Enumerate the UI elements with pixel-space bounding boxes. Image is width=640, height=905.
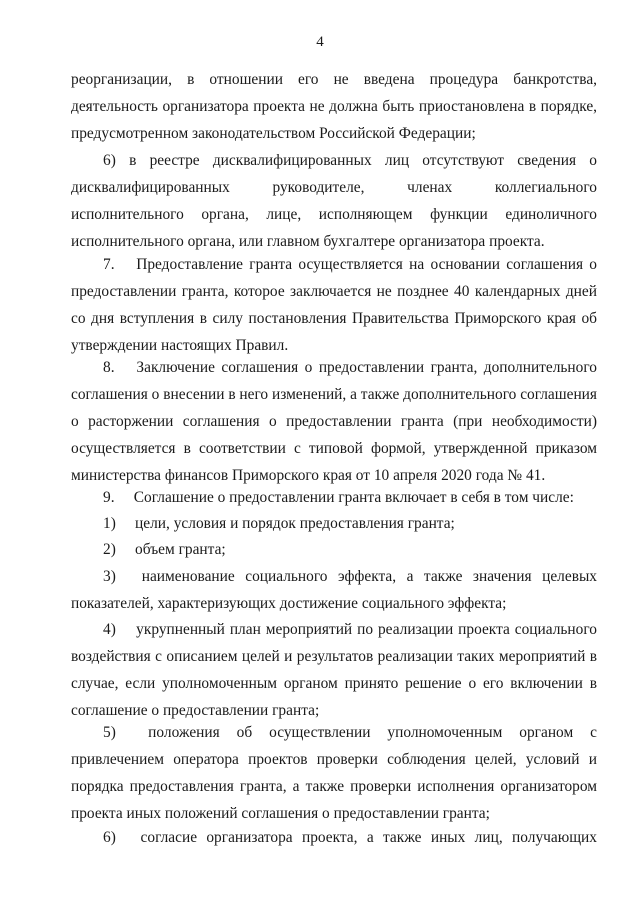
- list-item-9-1: 1) цели, условия и порядок предоставления гранта;: [103, 515, 455, 532]
- list-item-9-5: 5) положения об осуществлении уполномоченным органом с привлечением оператора проектов проверки соблюдения целей, условий и порядка предоставления гранта, а также проверки исполнения организатором проекта иных положений соглашения о предоставлении гранта;: [71, 724, 597, 822]
- list-item-9-3: 3) наименование социального эффекта, а также значения целевых показателей, характеризующих достижение социального эффекта;: [71, 568, 597, 612]
- list-item-9-6: 6) согласие организатора проекта, а также иных лиц, получающих: [103, 829, 597, 846]
- paragraph-7: 7. Предоставление гранта осуществляется на основании соглашения о предоставлении гранта, которое заключается не позднее 40 календарных дней со дня вступления в силу постановления Правительства Приморского края об утверждении настоящих Правил.: [71, 256, 597, 354]
- list-item-9-2: 2) объем гранта;: [103, 541, 226, 558]
- paragraph-9: 9. Соглашение о предоставлении гранта включает в себя в том числе:: [103, 489, 574, 506]
- paragraph-8: 8. Заключение соглашения о предоставлении гранта, дополнительного соглашения о внесении в него изменений, а также дополнительного соглашения о расторжении соглашения о предоставлении гранта (при необходимости) осуществляется в соответствии с типовой формой, утвержденной приказом министерства финансов Приморского края от 10 апреля 2020 года № 41.: [71, 359, 597, 484]
- paragraph-continuation: реорганизации, в отношении его не введена процедура банкротства, деятельность организатора проекта не должна быть приостановлена в порядке, предусмотренном законодательством Российской Федерации;: [71, 71, 597, 142]
- page-number: 4: [316, 34, 324, 50]
- list-item-9-4: 4) укрупненный план мероприятий по реализации проекта социального воздействия с описанием целей и результатов реализации таких мероприятий в случае, если уполномоченным органом принято решение о его включении в соглашение о предоставлении гранта;: [71, 621, 597, 719]
- paragraph-item-6-disqualified: 6) в реестре дисквалифицированных лиц отсутствуют сведения о дисквалифицированных руководителе, членах коллегиального исполнительного органа, лице, исполняющем функции единоличного исполнительного органа, или главном бухгалтере организатора проекта.: [71, 152, 597, 250]
